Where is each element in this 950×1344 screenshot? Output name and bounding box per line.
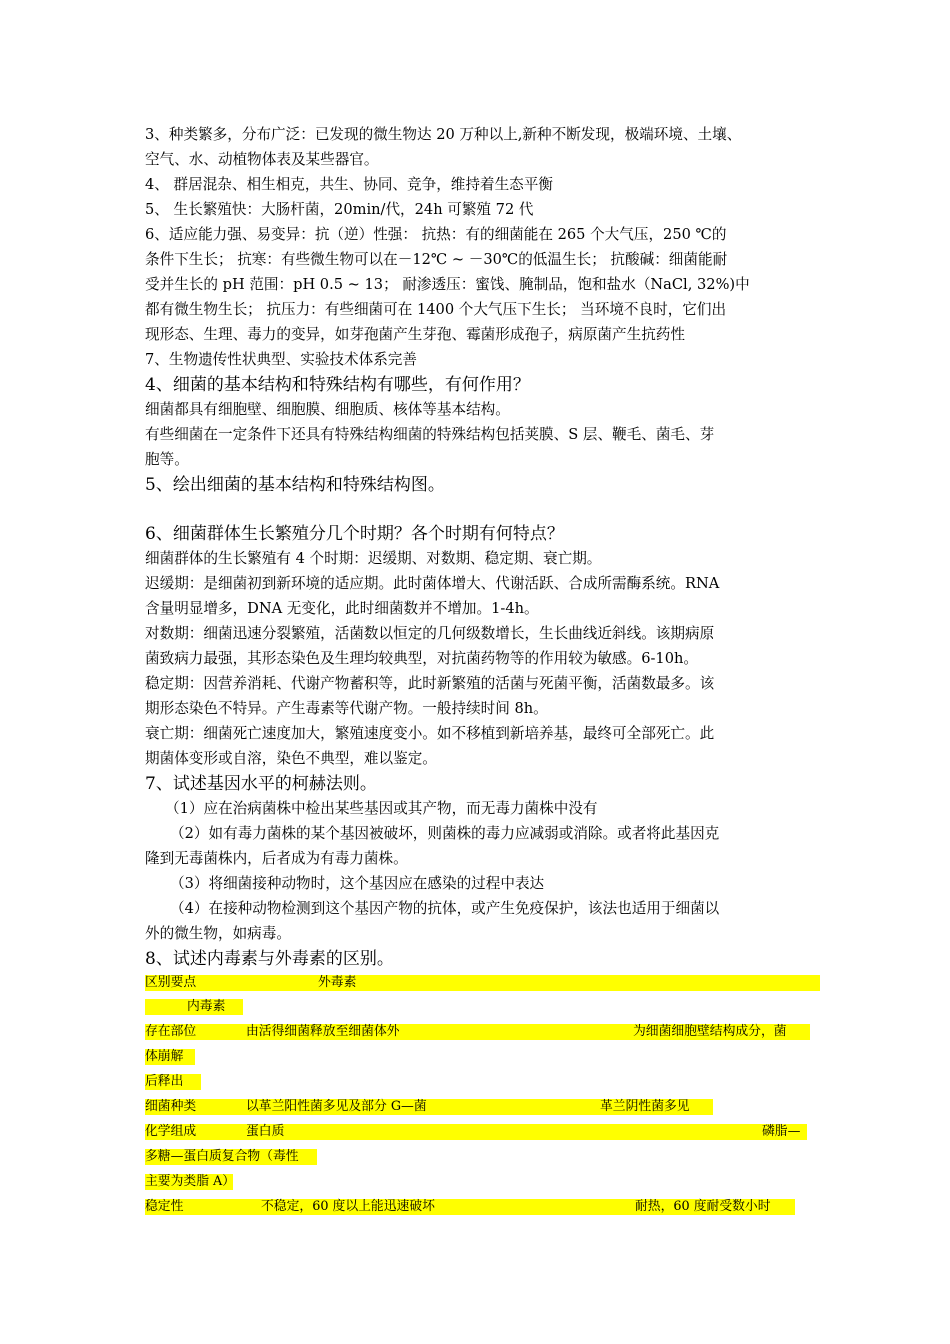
text-line: 胞等。 (145, 451, 189, 468)
question-heading: 7、试述基因水平的柯赫法则。 (145, 774, 377, 794)
text-line: 6、适应能力强、易变异：抗（逆）性强： 抗热：有的细菌能在 265 个大气压，250 ℃的 (145, 226, 727, 243)
table-cell: 化学组成 (145, 1124, 197, 1139)
text-line: 有些细菌在一定条件下还具有特殊结构细菌的特殊结构包括荚膜、S 层、鞭毛、菌毛、芽 (145, 426, 715, 443)
table-cell: 革兰阴性菌多见 (600, 1099, 690, 1114)
text-line: （3）将细菌接种动物时，这个基因应在感染的过程中表达 (170, 875, 545, 892)
text-line: 稳定期：因营养消耗、代谢产物蓄积等，此时新繁殖的活菌与死菌平衡，活菌数最多。该 (145, 675, 715, 692)
table-cell: 后释出 (145, 1074, 184, 1089)
table-row (145, 1024, 810, 1040)
table-cell: 稳定性 (145, 1199, 184, 1214)
text-line: 受并生长的 pH 范围：pH 0.5 ~ 13； 耐渗透压：蜜饯、腌制品，饱和盐水（NaCl, 32%)中 (145, 276, 750, 293)
table-row (145, 1099, 713, 1115)
text-line: 对数期：细菌迅速分裂繁殖，活菌数以恒定的几何级数增长，生长曲线近斜线。该期病原 (145, 625, 715, 642)
text-line: 都有微生物生长； 抗压力：有些细菌可在 1400 个大气压下生长； 当环境不良时，它们出 (145, 301, 727, 318)
table-cell: 为细菌细胞壁结构成分，菌 (633, 1024, 787, 1039)
text-line: （4）在接种动物检测到这个基因产物的抗体，或产生免疫保护，该法也适用于细菌以 (170, 900, 720, 917)
table-cell: 体崩解 (145, 1049, 184, 1064)
text-line: 细菌都具有细胞壁、细胞膜、细胞质、核体等基本结构。 (145, 401, 510, 418)
table-cell: 以革兰阳性菌多见及部分 G—菌 (246, 1099, 427, 1114)
text-line: 衰亡期：细菌死亡速度加大，繁殖速度变小。如不移植到新培养基，最终可全部死亡。此 (145, 725, 715, 742)
text-line: 含量明显增多，DNA 无变化，此时细菌数并不增加。1-4h。 (145, 600, 539, 617)
text-line: 3、种类繁多，分布广泛：已发现的微生物达 20 万种以上,新种不断发现，极端环境、土壤、 (145, 126, 742, 143)
table-cell: 存在部位 (145, 1024, 197, 1039)
table-row (145, 999, 243, 1015)
table-row (145, 1074, 201, 1090)
text-line: 外的微生物，如病毒。 (145, 925, 291, 942)
question-heading: 8、试述内毒素与外毒素的区别。 (145, 949, 394, 969)
text-line: 5、 生长繁殖快：大肠杆菌，20min/代，24h 可繁殖 72 代 (145, 201, 534, 218)
table-row (145, 1149, 317, 1165)
table-cell: 不稳定，60 度以上能迅速破坏 (261, 1199, 435, 1214)
table-cell: 磷脂— (762, 1124, 801, 1139)
table-row (145, 1174, 236, 1190)
question-heading: 5、绘出细菌的基本结构和特殊结构图。 (145, 475, 445, 495)
text-line: 期菌体变形或自溶，染色不典型，难以鉴定。 (145, 750, 437, 767)
table-row (145, 975, 820, 991)
text-line: （2）如有毒力菌株的某个基因被破坏，则菌株的毒力应减弱或消除。或者将此基因克 (170, 825, 720, 842)
table-row (145, 1199, 795, 1215)
table-cell: 细菌种类 (145, 1099, 197, 1114)
table-cell: 多糖—蛋白质复合物（毒性 (145, 1149, 299, 1164)
text-line: 隆到无毒菌株内，后者成为有毒力菌株。 (145, 850, 408, 867)
table-row (145, 1049, 195, 1065)
table-cell: 耐热，60 度耐受数小时 (635, 1199, 771, 1214)
question-heading: 6、细菌群体生长繁殖分几个时期？各个时期有何特点？ (145, 524, 564, 544)
text-line: 空气、水、动植物体表及某些器官。 (145, 151, 379, 168)
text-line: 现形态、生理、毒力的变异，如芽孢菌产生芽孢、霉菌形成孢子，病原菌产生抗药性 (145, 326, 685, 343)
text-line: 菌致病力最强，其形态染色及生理均较典型，对抗菌药物等的作用较为敏感。6-10h。 (145, 650, 698, 667)
table-cell: 内毒素 (187, 999, 226, 1014)
table-cell: 由活得细菌释放至细菌体外 (246, 1024, 400, 1039)
table-cell: 主要为类脂 A） (145, 1174, 236, 1189)
table-cell: 区别要点 (145, 975, 197, 990)
text-line: 4、 群居混杂、相生相克，共生、协同、竞争，维持着生态平衡 (145, 176, 553, 193)
text-line: （1）应在治病菌株中检出某些基因或其产物，而无毒力菌株中没有 (165, 800, 598, 817)
table-cell: 外毒素 (318, 975, 357, 990)
table-row (145, 1124, 807, 1140)
question-heading: 4、细菌的基本结构和特殊结构有哪些，有何作用？ (145, 375, 530, 395)
text-line: 迟缓期：是细菌初到新环境的适应期。此时菌体增大、代谢活跃、合成所需酶系统。RNA (145, 575, 720, 592)
text-line: 7、生物遗传性状典型、实验技术体系完善 (145, 351, 417, 368)
text-line: 细菌群体的生长繁殖有 4 个时期：迟缓期、对数期、稳定期、衰亡期。 (145, 550, 602, 567)
text-line: 期形态染色不特异。产生毒素等代谢产物。一般持续时间 8h。 (145, 700, 548, 717)
text-line: 条件下生长； 抗寒：有些微生物可以在－12℃ ~ －30℃的低温生长； 抗酸碱：细菌能耐 (145, 251, 728, 268)
table-cell: 蛋白质 (246, 1124, 285, 1139)
